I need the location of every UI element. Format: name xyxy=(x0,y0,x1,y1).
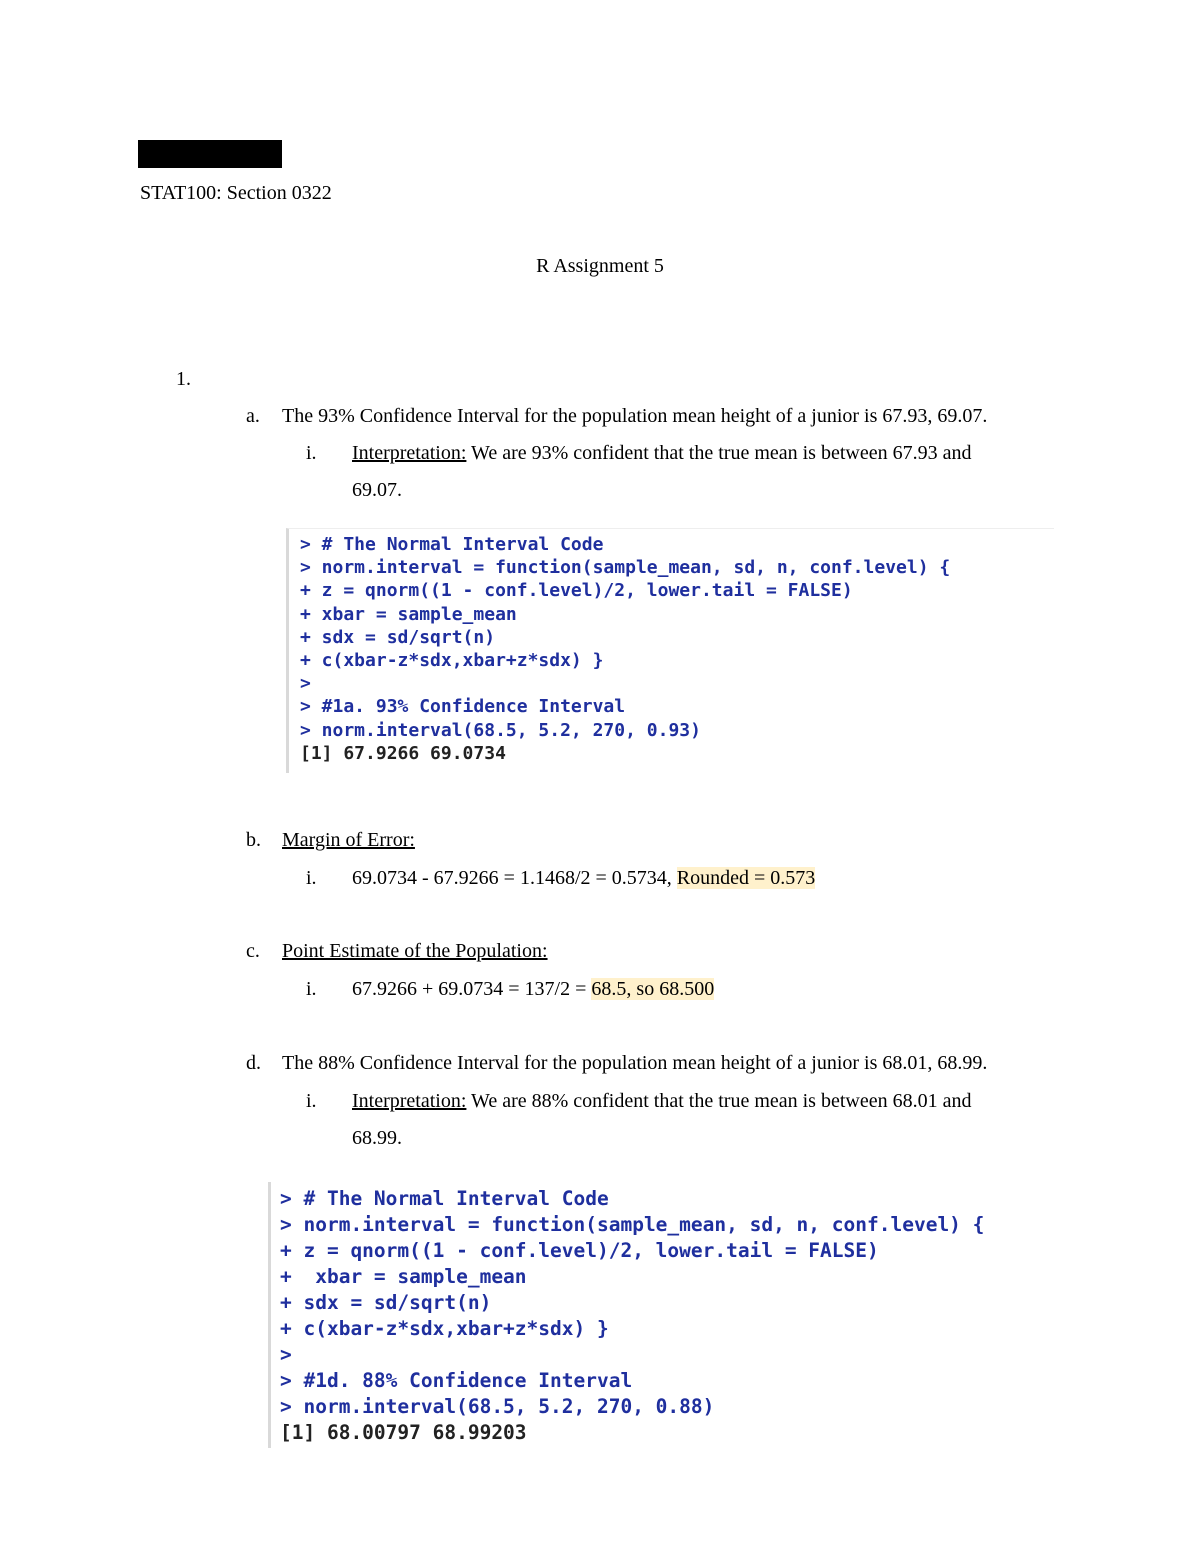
calc-text: 69.0734 - 67.9266 = 1.1468/2 = 0.5734, xyxy=(352,867,677,889)
part-a-marker: a. xyxy=(246,405,260,427)
point-estimate-calc xyxy=(352,977,714,1001)
part-a-interpretation xyxy=(352,441,971,465)
course-section: STAT100: Section 0322 xyxy=(140,182,332,204)
part-d-marker: d. xyxy=(246,1052,261,1074)
margin-of-error-calc xyxy=(352,866,815,890)
part-d-text: The 88% Confidence Interval for the population mean height of a junior is 68.01, 68.99. xyxy=(282,1052,988,1074)
part-b-i-marker: i. xyxy=(306,867,317,889)
redacted-student-name xyxy=(138,140,282,168)
code-output-line: [1] 68.00797 68.99203 xyxy=(280,1421,527,1444)
code-line: > xyxy=(300,673,311,695)
code-line: + z = qnorm((1 - conf.level)/2, lower.tail = FALSE) xyxy=(300,580,853,602)
code-line: + xbar = sample_mean xyxy=(280,1265,527,1288)
interpretation-text: We are 93% confident that the true mean is between 67.93 and xyxy=(466,442,972,464)
point-estimate-label: Point Estimate of the Population: xyxy=(282,940,548,962)
part-a-interpretation-cont: 69.07. xyxy=(352,479,402,501)
r-code-screenshot-1d xyxy=(268,1182,985,1448)
highlighted-result: 68.5, so 68.500 xyxy=(591,978,715,1000)
interpretation-text: We are 88% confident that the true mean is between 68.01 and xyxy=(466,1090,972,1112)
part-d-i-marker: i. xyxy=(306,1090,317,1112)
code-line: > # The Normal Interval Code xyxy=(300,534,604,555)
highlighted-result: Rounded = 0.573 xyxy=(676,867,816,889)
part-c-marker: c. xyxy=(246,940,260,962)
interpretation-label: Interpretation: xyxy=(352,442,467,464)
calc-text: 67.9266 + 69.0734 = 137/2 = xyxy=(352,978,592,1000)
code-line: > #1a. 93% Confidence Interval xyxy=(300,696,626,718)
part-d-interpretation xyxy=(352,1089,971,1113)
code-line: > norm.interval = function(sample_mean, sd, n, conf.level) { xyxy=(300,557,951,579)
part-b-marker: b. xyxy=(246,829,261,851)
part-d-interpretation-cont: 68.99. xyxy=(352,1127,402,1149)
margin-of-error-label: Margin of Error: xyxy=(282,829,415,851)
code-line: + z = qnorm((1 - conf.level)/2, lower.tail = FALSE) xyxy=(280,1239,879,1262)
code-line: + sdx = sd/sqrt(n) xyxy=(300,626,496,648)
code-line: > norm.interval(68.5, 5.2, 270, 0.93) xyxy=(300,719,701,741)
interpretation-label: Interpretation: xyxy=(352,1090,467,1112)
code-line: + sdx = sd/sqrt(n) xyxy=(280,1291,492,1314)
part-c-i-marker: i. xyxy=(306,978,317,1000)
code-line: > norm.interval(68.5, 5.2, 270, 0.88) xyxy=(280,1395,715,1418)
code-line: > xyxy=(280,1343,292,1366)
code-line: > norm.interval = function(sample_mean, sd, n, conf.level) { xyxy=(280,1213,985,1236)
assignment-title: R Assignment 5 xyxy=(536,255,664,277)
code-line: + c(xbar-z*sdx,xbar+z*sdx) } xyxy=(280,1317,609,1340)
code-line: > # The Normal Interval Code xyxy=(280,1187,609,1210)
code-line: + xbar = sample_mean xyxy=(300,603,517,625)
question-number: 1. xyxy=(176,368,191,390)
r-code-screenshot-1a xyxy=(286,528,1054,773)
code-output-line: [1] 67.9266 69.0734 xyxy=(300,742,506,764)
code-line: + c(xbar-z*sdx,xbar+z*sdx) } xyxy=(300,650,604,672)
code-line: > #1d. 88% Confidence Interval xyxy=(280,1369,633,1392)
part-a-i-marker: i. xyxy=(306,442,317,464)
part-a-text: The 93% Confidence Interval for the population mean height of a junior is 67.93, 69.07. xyxy=(282,405,988,427)
